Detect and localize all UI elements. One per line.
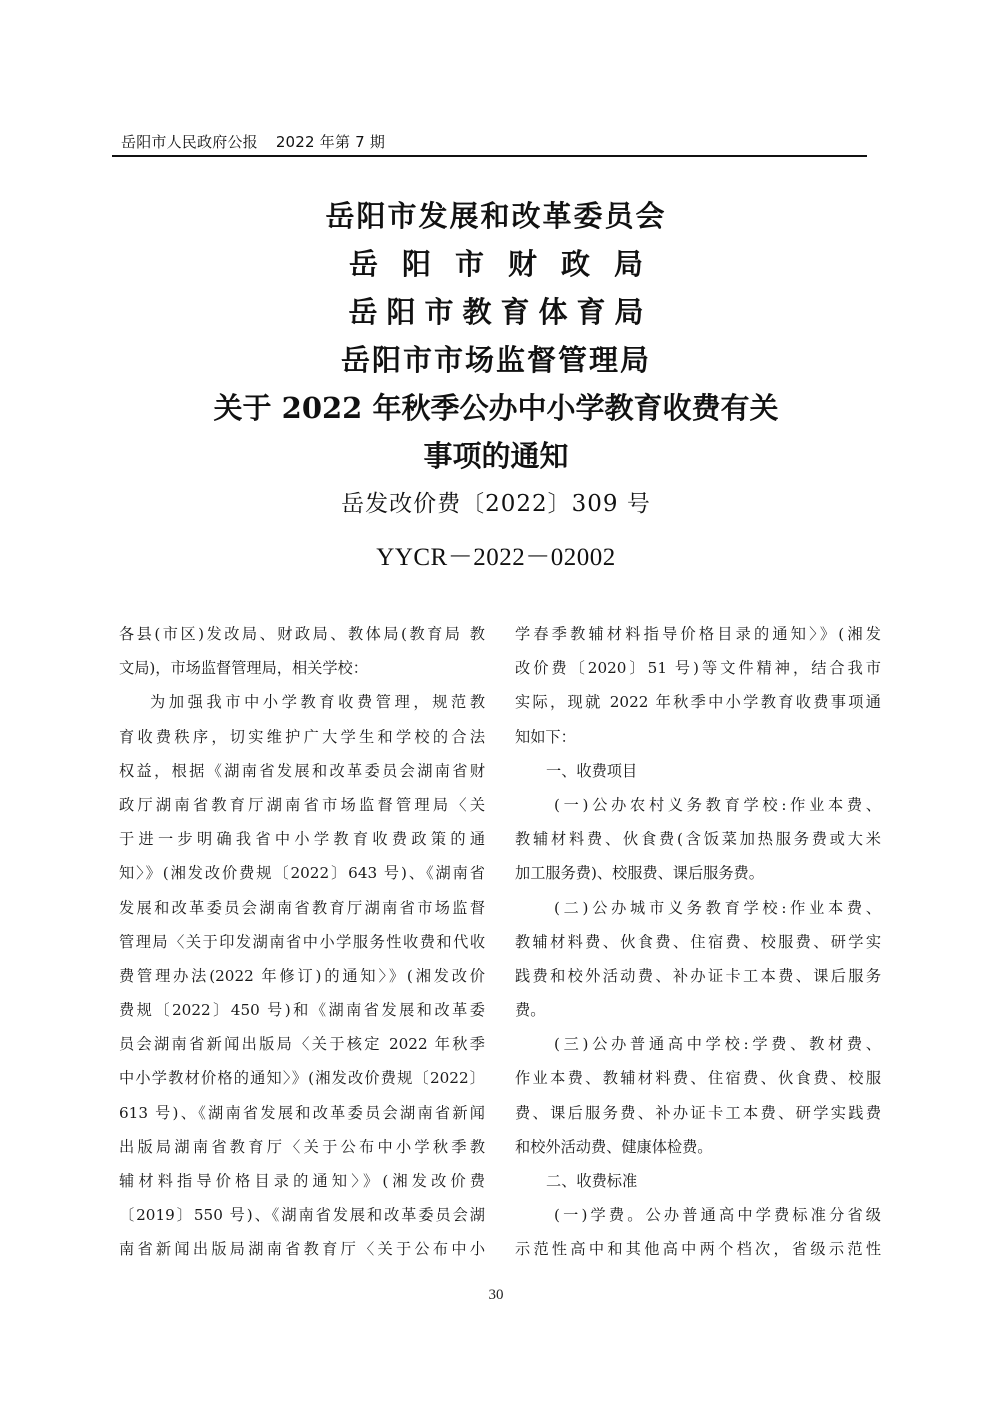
text-line: 管理局〈关于印发湖南省中小学服务性收费和代收 (119, 932, 485, 951)
issuer-line: 岳阳市市场监督管理局 (340, 343, 651, 377)
issuer-line: 岳阳市财政局 (348, 247, 667, 281)
issuer-line: 岳阳市发展和改革委员会 (325, 199, 667, 233)
text-line: 加工服务费)、校服费、课后服务费。 (515, 864, 764, 883)
text-line: 学春季教辅材料指导价格目录的通知〉》(湘发 (515, 625, 881, 643)
text-line: 作业本费、教辅材料费、住宿费、伙食费、校服 (515, 1069, 881, 1088)
text-line: 费规〔2022〕450 号)和《湖南省发展和改革委 (119, 1001, 485, 1020)
document-number: 岳发改价费〔2022〕309 号 (341, 491, 651, 517)
text-line: 〔2019〕550 号)、《湖南省发展和改革委员会湖 (119, 1206, 485, 1225)
text-line: 辅材料指导价格目录的通知〉》(湘发改价费 (119, 1172, 485, 1190)
text-line: 和校外活动费、健康体检费。 (515, 1137, 713, 1156)
body-column-left (119, 617, 485, 1267)
text-line: 为加强我市中小学教育收费管理，规范教 (150, 693, 485, 712)
header-rule (112, 155, 867, 157)
text-line: 费、课后服务费、补办证卡工本费、研学实践费 (515, 1103, 881, 1122)
page-number: 30 (488, 1287, 504, 1303)
text-line: 文局)，市场监督管理局，相关学校： (119, 659, 368, 678)
body-column-right (515, 617, 881, 1267)
text-line: 员会湖南省新闻出版局〈关于核定 2022 年秋季 (119, 1035, 485, 1054)
text-line: 于进一步明确我省中小学教育收费政策的通 (119, 830, 485, 849)
text-line: 教辅材料费、伙食费(含饭菜加热服务费或大米 (515, 830, 881, 849)
text-line: 南省新闻出版局湖南省教育厅〈关于公布中小 (119, 1240, 485, 1259)
subject-line: 事项的通知 (423, 439, 569, 473)
text-line: 出版局湖南省教育厅〈关于公布中小学秋季教 (119, 1137, 485, 1156)
text-line: 费。 (515, 1001, 546, 1020)
text-line: 费管理办法(2022 年修订)的通知〉》(湘发改价 (119, 966, 485, 985)
subject-line: 关于 2022 年秋季公办中小学教育收费有关 (213, 391, 779, 425)
text-line: 613 号)、《湖南省发展和改革委员会湖南省新闻 (119, 1103, 485, 1122)
text-line: 示范性高中和其他高中两个档次，省级示范性 (515, 1240, 881, 1259)
running-head (121, 131, 385, 152)
subsection-heading: (一)学费。公办普通高中学费标准分省级 (554, 1206, 881, 1225)
text-line: 发展和改革委员会湖南省教育厅湖南省市场监督 (119, 898, 485, 917)
text-line: 实际，现就 2022 年秋季中小学教育收费事项通 (515, 693, 881, 712)
text-line: 知〉》(湘发改价费规〔2022〕643 号)、《湖南省 (119, 864, 485, 883)
issuer-line: 岳阳市教育体育局 (348, 295, 653, 329)
issue-number: 2022 年第 7 期 (275, 133, 386, 151)
document-title (0, 192, 992, 480)
text-line: 知如下： (515, 727, 576, 746)
subsection-heading: (一)公办农村义务教育学校:作业本费、 (554, 795, 881, 814)
text-line: 各县(市区)发改局、财政局、教体局(教育局 教 (119, 625, 485, 643)
text-line: 育收费秩序，切实维护广大学生和学校的合法 (119, 727, 485, 746)
subsection-heading: (三)公办普通高中学校:学费、教材费、 (554, 1035, 881, 1054)
text-line: 权益，根据《湖南省发展和改革委员会湖南省财 (119, 761, 485, 780)
section-heading: 一、收费项目 (546, 761, 638, 780)
section-heading: 二、收费标准 (546, 1172, 638, 1190)
text-line: 中小学教材价格的通知〉》(湘发改价费规〔2022〕 (119, 1069, 485, 1088)
text-line: 教辅材料费、伙食费、住宿费、校服费、研学实 (515, 932, 881, 951)
text-line: 改价费〔2020〕51 号)等文件精神，结合我市 (515, 659, 881, 678)
text-line: 践费和校外活动费、补办证卡工本费、课后服务 (515, 966, 881, 985)
text-line: 政厅湖南省教育厅湖南省市场监督管理局〈关 (119, 795, 485, 814)
document-code: YYCR－2022－02002 (376, 544, 616, 571)
publication-name: 岳阳市人民政府公报 (121, 133, 258, 151)
subsection-heading: (二)公办城市义务教育学校:作业本费、 (554, 898, 881, 917)
